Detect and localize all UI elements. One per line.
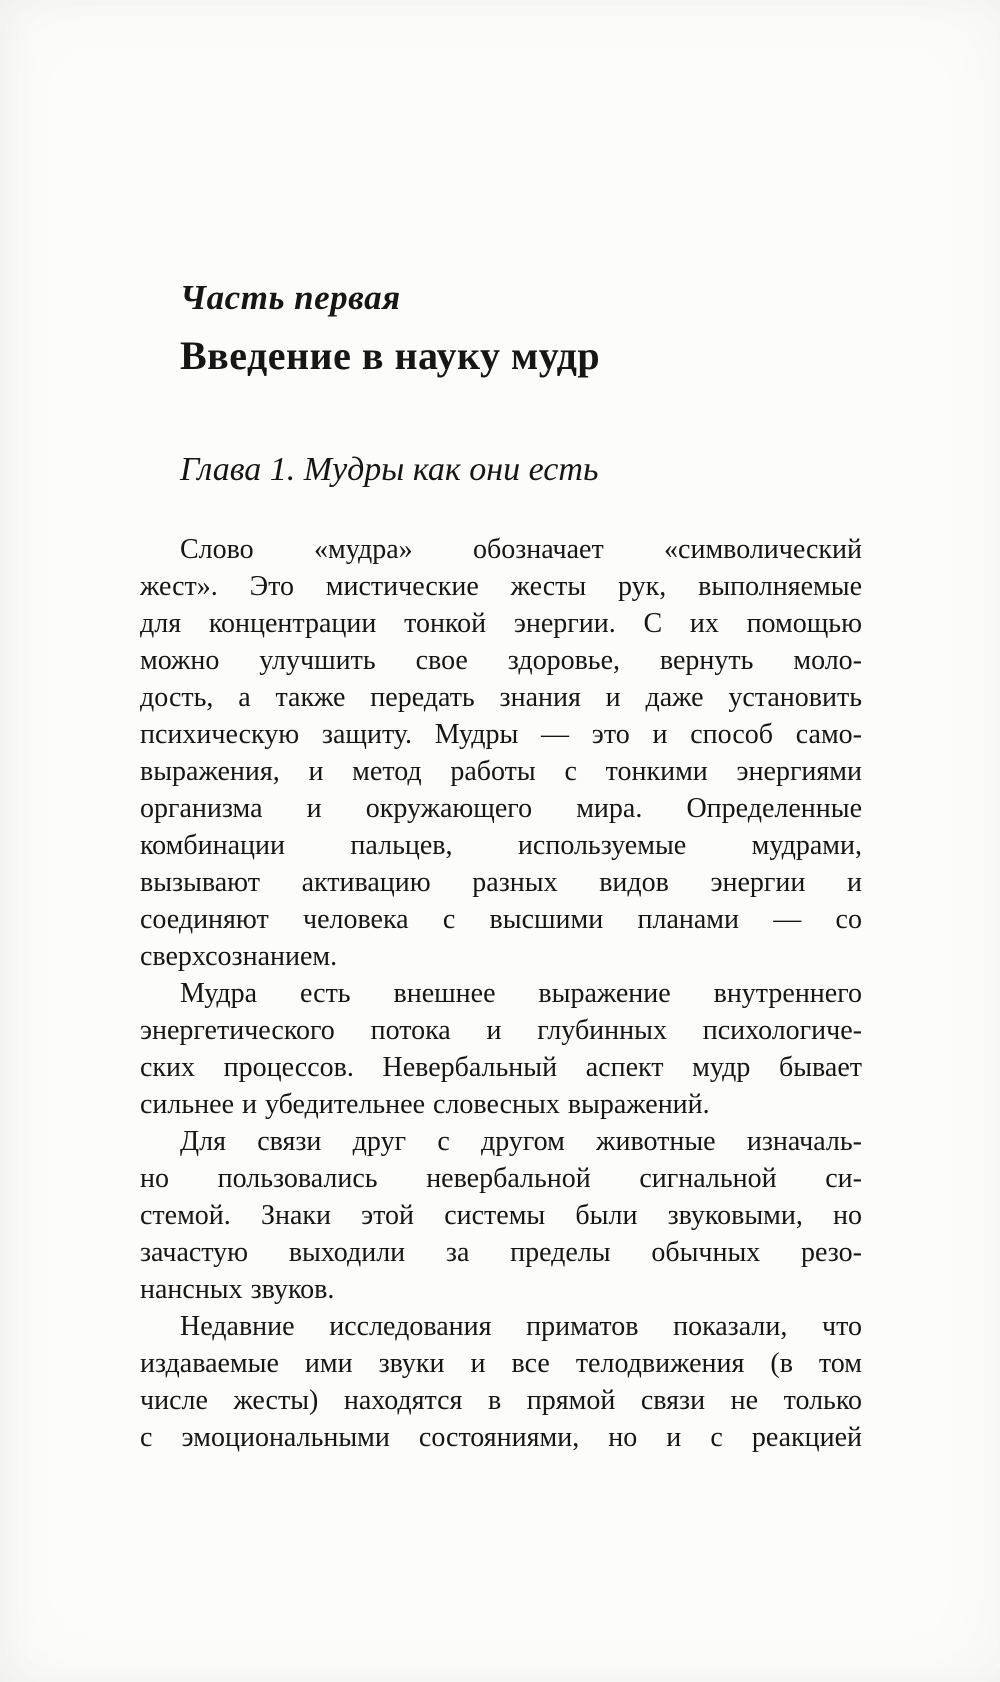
text-line: с эмоциональными состояниями, но и с реакцией <box>140 1422 862 1454</box>
text-line: Мудра есть внешнее выражение внутреннего <box>180 978 862 1010</box>
part-label: Часть первая <box>180 278 401 317</box>
body-text <box>140 531 862 1456</box>
text-block <box>140 278 862 1456</box>
text-line: для концентрации тонкой энергии. С их помощью <box>140 608 862 640</box>
text-line: сверхсознанием. <box>140 941 338 973</box>
text-line: можно улучшить свое здоровье, вернуть моло- <box>140 645 862 677</box>
text-line: комбинации пальцев, используемые мудрами, <box>140 830 862 862</box>
paragraph <box>140 1308 862 1456</box>
text-line: жест». Это мистические жесты рук, выполняемые <box>140 571 862 603</box>
text-line: Слово «мудра» обозначает «символический <box>180 534 862 566</box>
text-line: соединяют человека с высшими планами — со <box>140 904 862 936</box>
text-line: Для связи друг с другом животные изначаль- <box>180 1126 862 1158</box>
text-line: но пользовались невербальной сигнальной си- <box>140 1163 862 1195</box>
text-line: Недавние исследования приматов показали, что <box>180 1311 862 1343</box>
text-line: издаваемые ими звуки и все телодвижения (в том <box>140 1348 862 1380</box>
text-line: стемой. Знаки этой системы были звуковыми, но <box>140 1200 862 1232</box>
text-line: организма и окружающего мира. Определенные <box>140 793 862 825</box>
part-title: Введение в науку мудр <box>180 333 601 379</box>
paragraph <box>140 975 862 1123</box>
text-line: психическую защиту. Мудры — это и способ само- <box>140 719 862 751</box>
text-line: вызывают активацию разных видов энергии и <box>140 867 862 899</box>
paragraph <box>140 531 862 975</box>
paragraph <box>140 1123 862 1308</box>
text-line: сильнее и убедительнее словесных выражений. <box>140 1089 710 1121</box>
text-line: ских процессов. Невербальный аспект мудр бывает <box>140 1052 862 1084</box>
text-line: числе жесты) находятся в прямой связи не только <box>140 1385 862 1417</box>
text-line: зачастую выходили за пределы обычных резо- <box>140 1237 862 1269</box>
chapter-title: Глава 1. Мудры как они есть <box>180 451 599 489</box>
text-line: энергетического потока и глубинных психологиче- <box>140 1015 862 1047</box>
text-line: выражения, и метод работы с тонкими энергиями <box>140 756 862 788</box>
text-line: нансных звуков. <box>140 1274 335 1306</box>
text-line: дость, а также передать знания и даже установить <box>140 682 862 714</box>
